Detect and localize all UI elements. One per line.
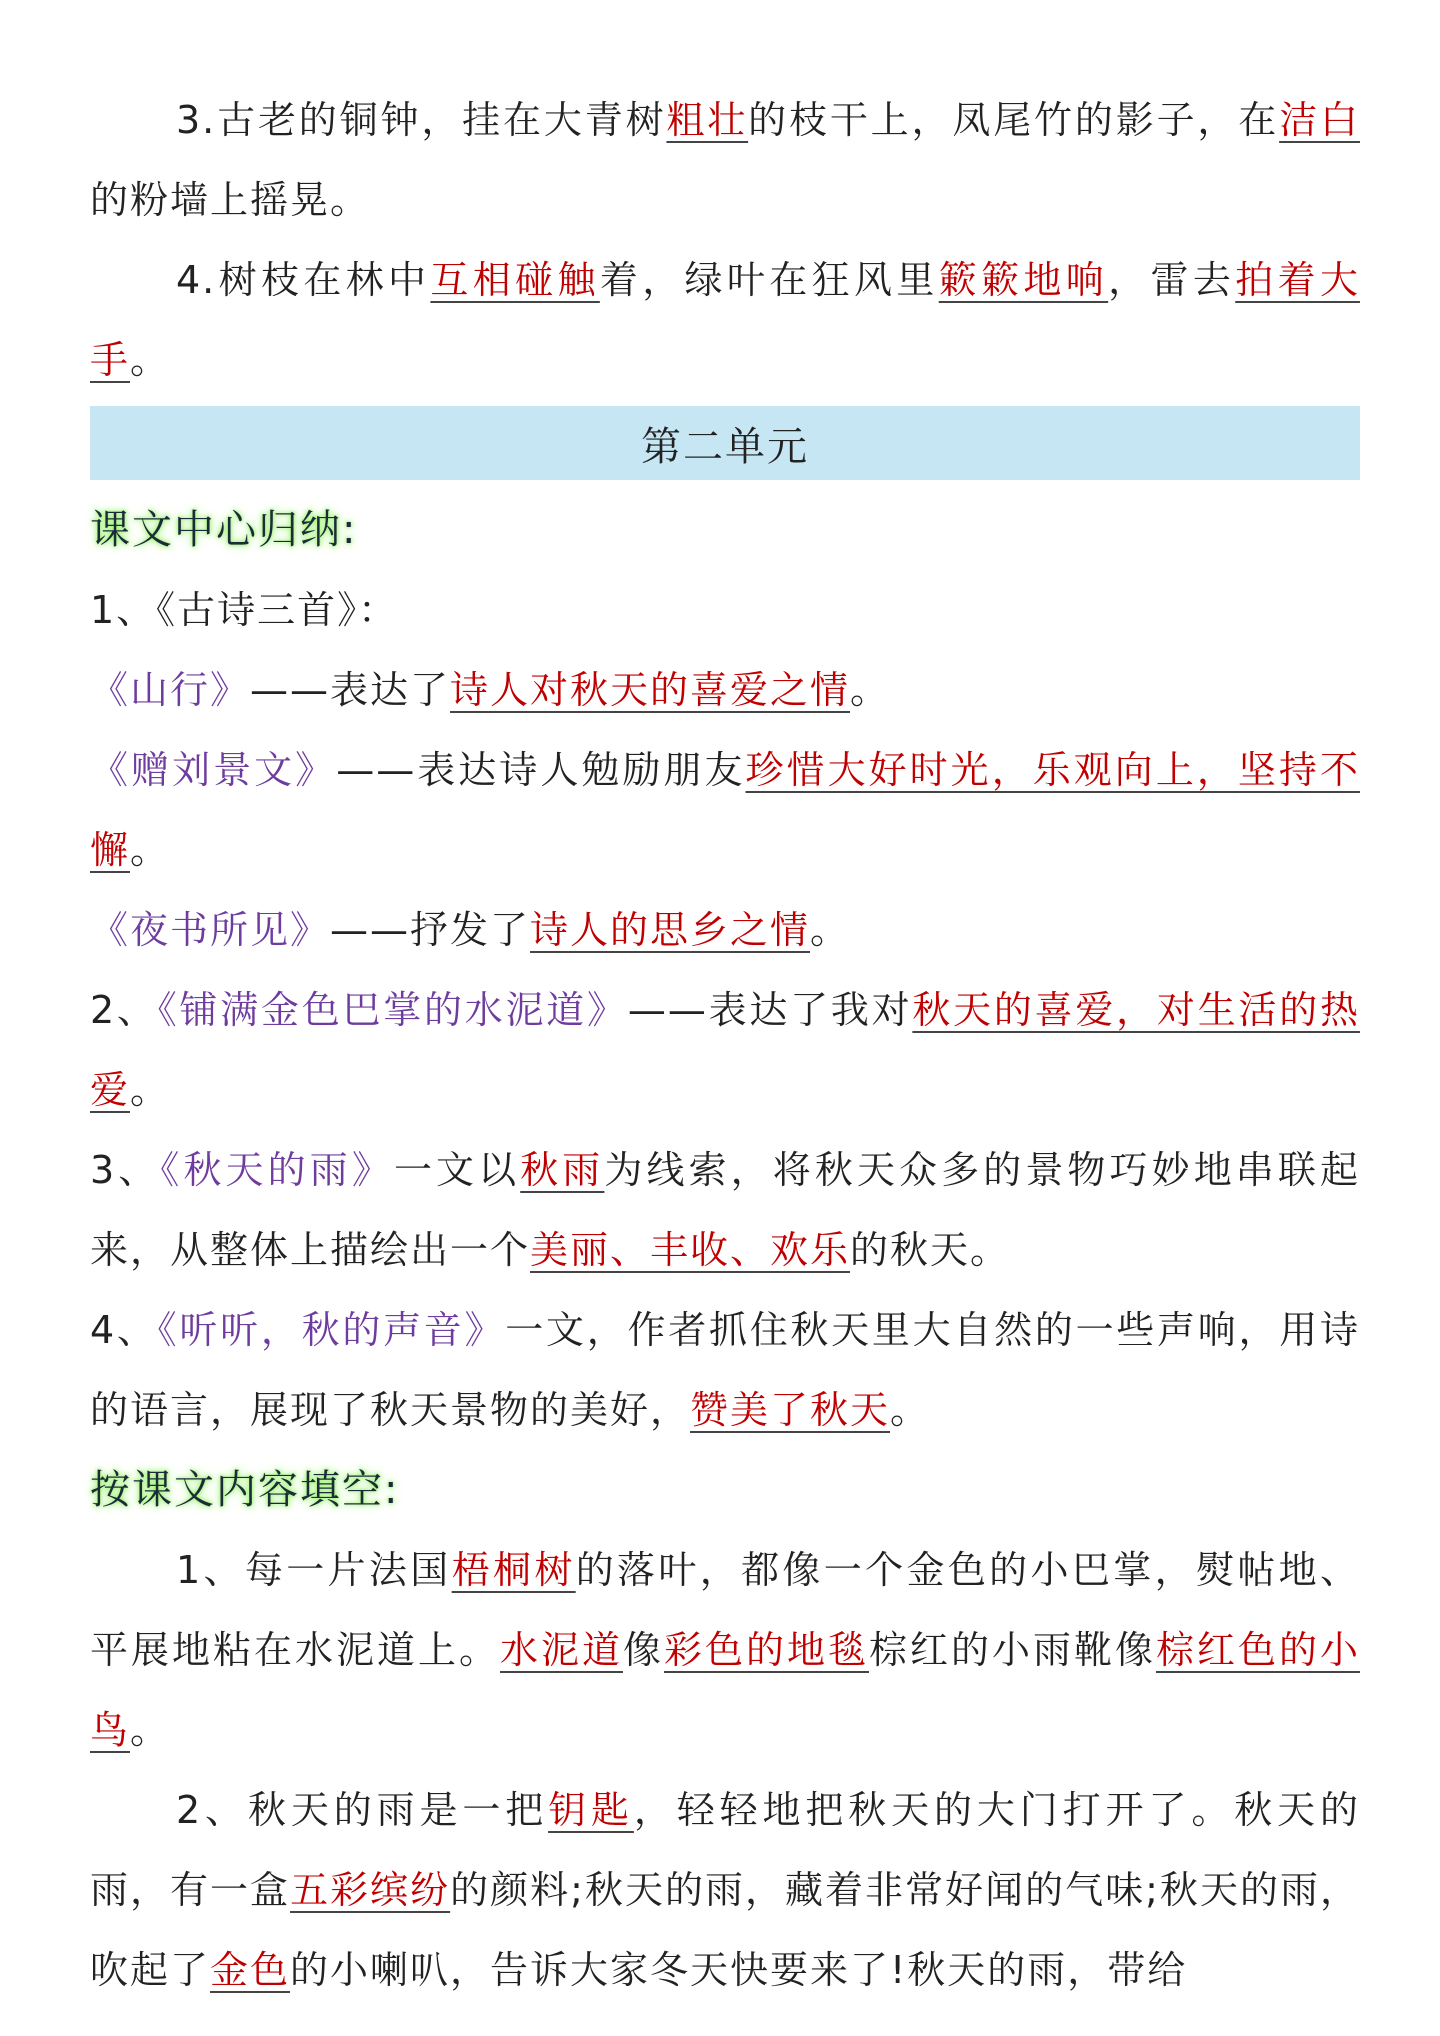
text: 。 (130, 1708, 171, 1752)
summary-item4 (90, 1290, 1360, 1450)
text: ——表达了我对 (627, 988, 913, 1032)
text: ——表达诗人勉励朋友 (336, 748, 746, 792)
unit-title: 第二单元 (641, 423, 809, 470)
text: ，轻轻地把秋天的大门打开了。秋天的雨，有一盒 (90, 1788, 1360, 1912)
unit1-item3 (90, 80, 1360, 240)
answer-text: 互相碰触 (430, 258, 600, 302)
lesson-name: 《秋天的雨》 (160, 1148, 394, 1192)
text: 像 (622, 1628, 664, 1672)
item-number: 2、 (90, 988, 158, 1032)
lesson-name: 《听听，秋的声音》 (157, 1308, 506, 1352)
text: 2、秋天的雨是一把 (176, 1788, 549, 1832)
answer-text: 金色 (210, 1948, 291, 1992)
item-number: 4、 (90, 1308, 158, 1352)
answer-text: 诗人对秋天的喜爱之情 (450, 668, 851, 712)
answer-text: 棕红色的小鸟 (90, 1628, 1360, 1752)
text: 。 (130, 828, 171, 872)
item-number: 3、 (90, 1148, 161, 1192)
text: 的颜料;秋天的雨，藏着非常好闻的气味;秋天的雨，吹起了 (90, 1868, 1360, 1992)
fill-heading: 按课文内容填空: (90, 1467, 400, 1513)
text: 3.古老的铜钟，挂在大青树 (176, 98, 667, 142)
answer-text: 梧桐树 (451, 1548, 576, 1592)
answer-text: 秋天的喜爱，对生活的热爱 (90, 988, 1360, 1112)
text: 的枝干上，凤尾竹的影子，在 (748, 98, 1280, 142)
answer-text: 彩色的地毯 (663, 1628, 869, 1672)
poem-name: 《赠刘景文》 (90, 748, 337, 792)
text: 。 (810, 908, 851, 952)
answer-text: 拍着大手 (90, 258, 1360, 382)
text: 一文以 (393, 1148, 521, 1192)
answer-text: 秋雨 (520, 1148, 605, 1192)
text: 。 (130, 1068, 171, 1112)
text: ，雷去 (1108, 258, 1236, 302)
answer-text: 珍惜大好时光，乐观向上，坚持不懈 (90, 748, 1360, 872)
text: 1、每一片法国 (176, 1548, 452, 1592)
answer-text: 赞美了秋天 (690, 1388, 891, 1432)
answer-text: 簌簌地响 (938, 258, 1109, 302)
text: 一文，作者抓住秋天里大自然的一些声响，用诗的语言，展现了秋天景物的美好， (90, 1308, 1360, 1432)
document-page (90, 80, 1360, 2010)
text: 4.树枝在林中 (176, 258, 431, 302)
answer-text: 美丽、丰收、欢乐 (530, 1228, 851, 1272)
poem-zengliujingwen (90, 730, 1360, 890)
answer-text: 粗壮 (666, 98, 749, 142)
text: 的粉墙上摇晃。 (90, 178, 371, 222)
text: 。 (890, 1388, 931, 1432)
answer-text: 洁白 (1279, 98, 1360, 142)
text: ——抒发了 (330, 908, 531, 952)
unit-title-bar (90, 406, 1360, 480)
fill-item2 (90, 1770, 1360, 2010)
poem-shanxing (90, 650, 1360, 730)
poem-name: 《夜书所见》 (90, 908, 331, 952)
text: 的落叶，都像一个金色的小巴掌，熨帖地、平展地粘在水泥道上。 (90, 1548, 1360, 1672)
poem-name: 《山行》 (90, 668, 251, 712)
summary-heading: 课文中心归纳: (90, 507, 358, 553)
text: 的秋天。 (850, 1228, 1011, 1272)
unit1-item4 (90, 240, 1360, 400)
text: 的小喇叭，告诉大家冬天快要来了!秋天的雨，带给 (290, 1948, 1188, 1992)
answer-text: 诗人的思乡之情 (530, 908, 811, 952)
fill-item1 (90, 1530, 1360, 1770)
lesson-name: 《铺满金色巴掌的水泥道》 (157, 988, 628, 1032)
text: 。 (130, 338, 171, 382)
text: ——表达了 (250, 668, 451, 712)
poem-yeshusuojian (90, 890, 1360, 970)
summary-item2 (90, 970, 1360, 1130)
text: 棕红的小雨靴像 (868, 1628, 1156, 1672)
text: 着，绿叶在狂风里 (599, 258, 939, 302)
summary-item3 (90, 1130, 1360, 1290)
poems-title: 1、《古诗三首》： (90, 588, 399, 632)
answer-text: 水泥道 (499, 1628, 623, 1672)
text: 为线索，将秋天众多的景物巧妙地串联起来，从整体上描绘出一个 (90, 1148, 1360, 1272)
answer-text: 钥匙 (548, 1788, 634, 1832)
answer-text: 五彩缤纷 (290, 1868, 451, 1912)
text: 。 (850, 668, 891, 712)
